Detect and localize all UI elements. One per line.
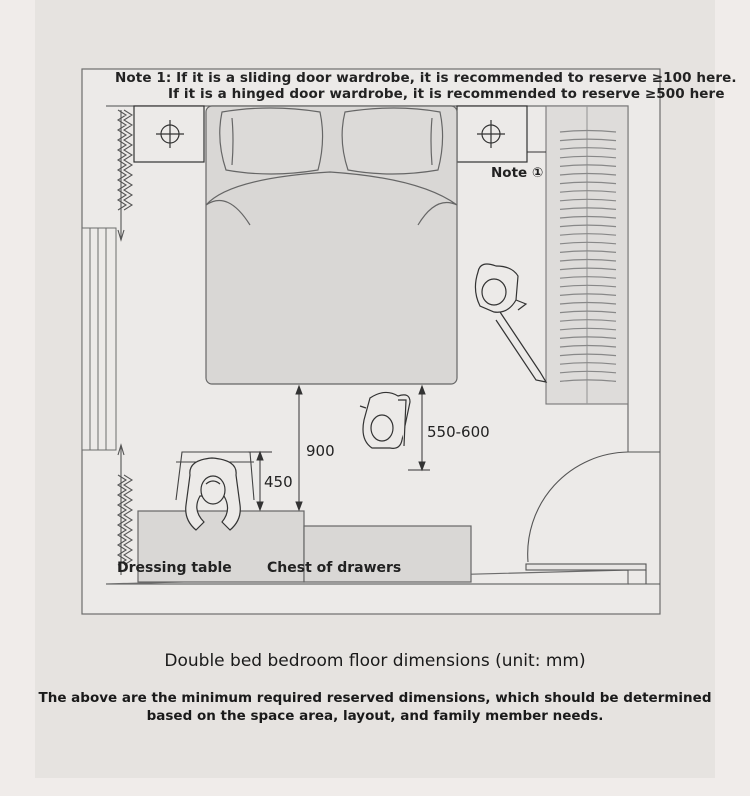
nightstand-left bbox=[134, 106, 204, 162]
dim-label-900: 900 bbox=[306, 442, 335, 460]
caption-title: Double bed bedroom floor dimensions (unit: mm) bbox=[164, 651, 586, 671]
note1-line2: If it is a hinged door wardrobe, it is recommended to reserve ≥500 here bbox=[168, 86, 725, 102]
caption-description: The above are the minimum required reserved dimensions, which should be determined based on the space area, layout, and family member needs. bbox=[38, 690, 712, 724]
wardrobe bbox=[546, 106, 628, 404]
double-bed bbox=[206, 106, 457, 384]
note-marker: Note ① bbox=[491, 165, 544, 181]
label-chest-of-drawers: Chest of drawers bbox=[267, 560, 402, 576]
note1-line1: Note 1: If it is a sliding door wardrobe, it is recommended to reserve ≥100 here. bbox=[115, 70, 737, 86]
window bbox=[82, 228, 116, 450]
label-dressing-table: Dressing table bbox=[117, 560, 232, 576]
dim-label-450: 450 bbox=[264, 473, 293, 491]
nightstand-right bbox=[457, 106, 527, 162]
dim-label-550-600: 550-600 bbox=[427, 423, 490, 441]
